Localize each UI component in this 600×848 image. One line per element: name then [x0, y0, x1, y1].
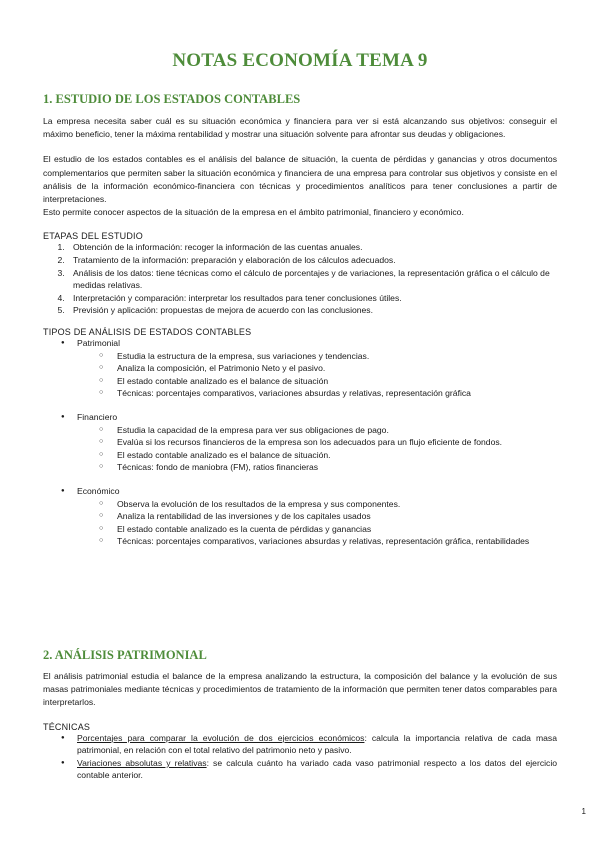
list-item: ○ Analiza la composición, el Patrimonio Neto y el pasivo.	[117, 362, 557, 375]
list-item: ○ Evalúa si los recursos financieros de la empresa son los adecuados para un flujo eficiente de fondos.	[117, 436, 557, 449]
section-1-paragraph-3: Esto permite conocer aspectos de la situación de la empresa en el ámbito patrimonial, financiero y económico.	[43, 207, 464, 218]
list-item: ○ Observa la evolución de los resultados de la empresa y sus componentes.	[117, 498, 557, 511]
list-item: 2. Tratamiento de la información: preparación y elaboración de los cálculos adecuados.	[67, 254, 557, 267]
section-1-paragraph-2: El estudio de los estados contables es el análisis del balance de situación, la cuenta de pérdidas y ganancias y otros documentos complementarios que permiten saber la situación económica y financiera de una empresa para controlar sus objetivos y consiste en el análisis de la información económico-financiera con técnicas y procedimientos analíticos para tener conclusiones a partir de interpretaciones.	[43, 154, 557, 205]
tipos-title: TIPOS DE ANÁLISIS DE ESTADOS CONTABLES	[43, 326, 252, 337]
tecnica-text: : se calcula cuánto ha variado cada vaso patrimonial respecto a los datos del ejercicio contable anterior.	[77, 757, 558, 781]
list-item	[77, 732, 557, 757]
list-item: 3. Análisis de los datos: tiene técnicas como el cálculo de porcentajes y de variaciones, la representación gráfica o el cálculo de medidas relativas.	[67, 267, 557, 292]
list-item: ○ Técnicas: porcentajes comparativos, variaciones absurdas y relativas, representación gráfica, rentabilidades	[117, 535, 557, 548]
section-2-heading: 2. ANÁLISIS PATRIMONIAL	[43, 648, 207, 662]
tecnicas-title: TÉCNICAS	[43, 721, 91, 732]
tecnica-text: : calcula la importancia relativa de cada masa patrimonial, en relación con el total relativo del patrimonio neto y pasivo.	[77, 732, 557, 756]
list-item: ○ El estado contable analizado es la cuenta de pérdidas y ganancias	[117, 523, 557, 536]
list-item: ○ Técnicas: porcentajes comparativos, variaciones absurdas y relativas, representación gráfica	[117, 387, 557, 400]
tipo-patrimonial	[77, 337, 557, 411]
page-title: NOTAS ECONOMÍA TEMA 9	[172, 50, 428, 71]
section-2-paragraph-1: El análisis patrimonial estudia el balance de la empresa analizando la estructura, la composición del balance y la evolución de sus masas patrimoniales mediante técnicas y procedimientos de tratamiento de la información que permiten tener datos comparables para interpretarlos.	[43, 671, 557, 708]
tipo-name: Económico	[77, 485, 120, 496]
etapas-title: ETAPAS DEL ESTUDIO	[43, 231, 143, 242]
tipo-name: Patrimonial	[77, 337, 120, 348]
tipo-name: Financiero	[77, 411, 118, 422]
list-item: ○ Estudia la estructura de la empresa, sus variaciones y tendencias.	[117, 350, 557, 363]
list-item: ○ El estado contable analizado es el balance de situación.	[117, 449, 557, 462]
page-number: 1	[581, 807, 586, 816]
tipos-list	[43, 337, 557, 548]
list-item: 4. Interpretación y comparación: interpretar los resultados para tener conclusiones útiles.	[67, 292, 557, 305]
list-item: ○ El estado contable analizado es el balance de situación	[117, 375, 557, 388]
list-item: ○ Técnicas: fondo de maniobra (FM), ratios financieras	[117, 461, 557, 474]
tecnicas-list	[43, 732, 557, 782]
list-item: ○ Estudia la capacidad de la empresa para ver sus obligaciones de pago.	[117, 424, 557, 437]
section-1	[43, 92, 557, 548]
list-item: 5. Previsión y aplicación: propuestas de mejora de acuerdo con las conclusiones.	[67, 304, 557, 317]
tecnica-label: Porcentajes para comparar la evolución de dos ejercicios económicos	[77, 732, 365, 743]
section-1-heading: 1. ESTUDIO DE LOS ESTADOS CONTABLES	[43, 92, 301, 106]
section-1-paragraph-1: La empresa necesita saber cuál es su situación económica y financiera para ver si está alcanzando sus objetivos: conseguir el máximo beneficio, tener la máxima rentabilidad y mostrar una situación solvente para afrontar sus deudas y obligaciones.	[43, 116, 557, 140]
etapas-list	[43, 241, 557, 317]
list-item	[77, 757, 557, 782]
list-item: ○ Analiza la rentabilidad de las inversiones y de los capitales usados	[117, 510, 557, 523]
section-2	[43, 648, 557, 782]
tipo-financiero	[77, 411, 557, 485]
list-item: 1. Obtención de la información: recoger la información de las cuentas anuales.	[67, 241, 557, 254]
tecnica-label: Variaciones absolutas y relativas	[77, 757, 207, 768]
tipo-economico	[77, 485, 557, 548]
